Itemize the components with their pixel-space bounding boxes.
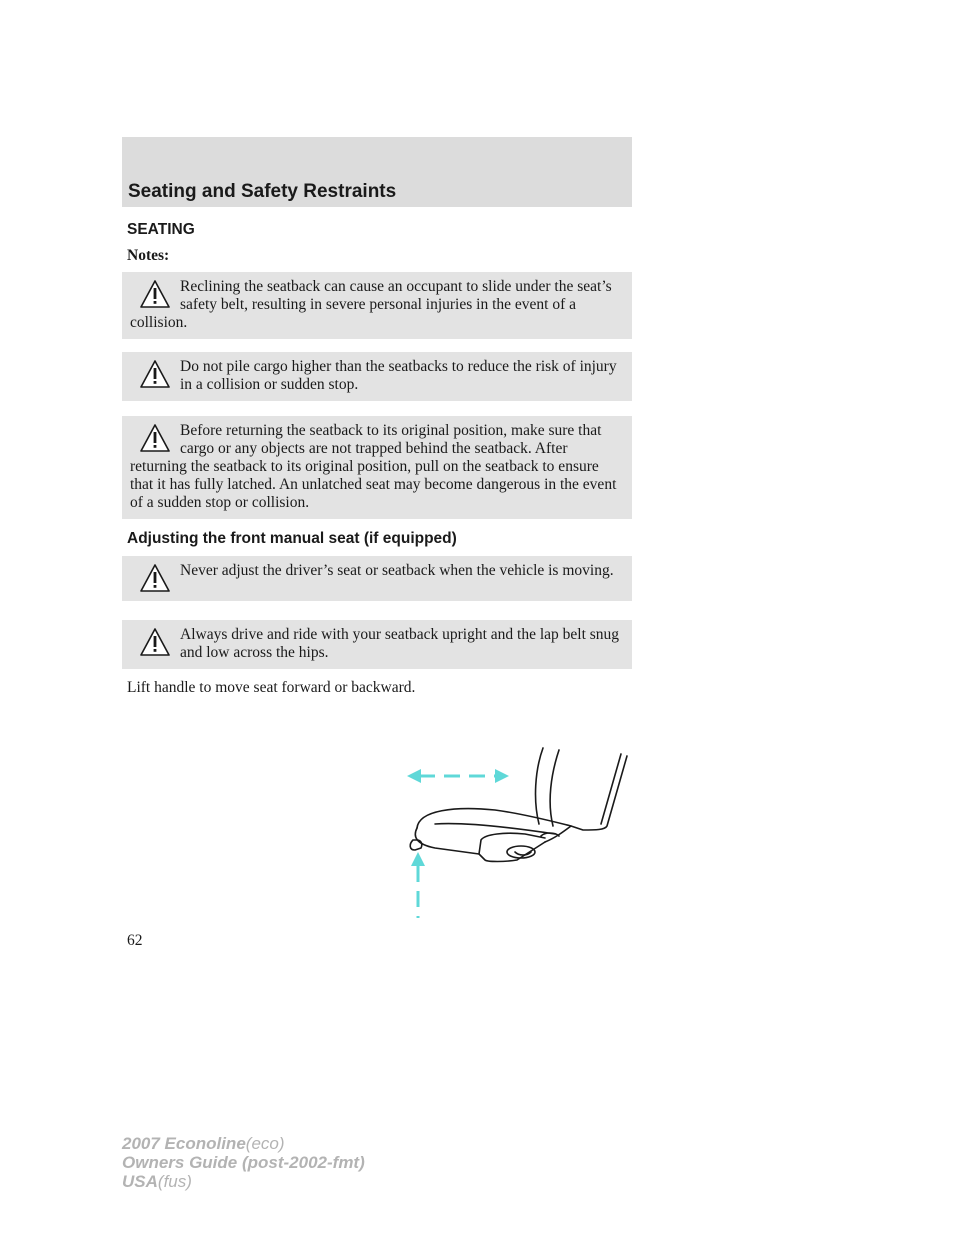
page-number: 62 xyxy=(127,932,143,949)
warning-triangle-icon xyxy=(140,278,172,310)
warning-text: Never adjust the driver’s seat or seatback when the vehicle is moving. xyxy=(180,562,614,579)
footer-market: USA xyxy=(122,1172,158,1191)
warning-triangle-icon xyxy=(140,626,172,658)
footer-model: 2007 Econoline xyxy=(122,1134,246,1153)
arrow-head-left xyxy=(407,769,421,783)
instruction-text: Lift handle to move seat forward or backward. xyxy=(127,679,416,696)
warning-box xyxy=(122,416,632,519)
footer-market-code: (fus) xyxy=(157,1172,192,1191)
document-footer xyxy=(122,1134,365,1191)
warning-text: Before returning the seatback to its original position, make sure that cargo or any objects are not trapped behind the seatback. After returning the seatback to its original position, pull on the seatback to ensure that it has fully latched. An unlatched seat may become dangerous in the event of a sudden stop or collision. xyxy=(130,422,617,511)
arrow-head-right xyxy=(495,769,509,783)
seatback-edge xyxy=(536,748,543,824)
warning-text: Reclining the seatback can cause an occupant to slide under the seat’s safety belt, resulting in severe personal injuries in the event of a collision. xyxy=(130,278,612,331)
warning-box xyxy=(122,352,632,401)
cushion-top xyxy=(417,809,571,842)
warning-box xyxy=(122,620,632,669)
warning-triangle-icon xyxy=(140,422,172,454)
warning-triangle-icon xyxy=(140,562,172,594)
arrow-head-up xyxy=(411,852,425,866)
seatback-edge xyxy=(550,750,559,826)
warning-box xyxy=(122,556,632,601)
seat-adjustment-illustration xyxy=(395,740,635,920)
section-title: SEATING xyxy=(127,221,195,238)
warning-text: Do not pile cargo higher than the seatbacks to reduce the risk of injury in a collision or sudden stop. xyxy=(180,358,617,393)
warning-triangle-icon xyxy=(140,358,172,390)
header-band xyxy=(122,137,632,207)
notes-label: Notes: xyxy=(127,247,170,264)
footer-model-code: (eco) xyxy=(245,1134,285,1153)
subsection-title: Adjusting the front manual seat (if equipped) xyxy=(127,530,457,547)
warning-box xyxy=(122,272,632,339)
page-header-title: Seating and Safety Restraints xyxy=(128,181,397,202)
warning-text: Always drive and ride with your seatback upright and the lap belt snug and low across the hips. xyxy=(180,626,620,661)
footer-guide: Owners Guide (post-2002-fmt) xyxy=(122,1153,365,1172)
